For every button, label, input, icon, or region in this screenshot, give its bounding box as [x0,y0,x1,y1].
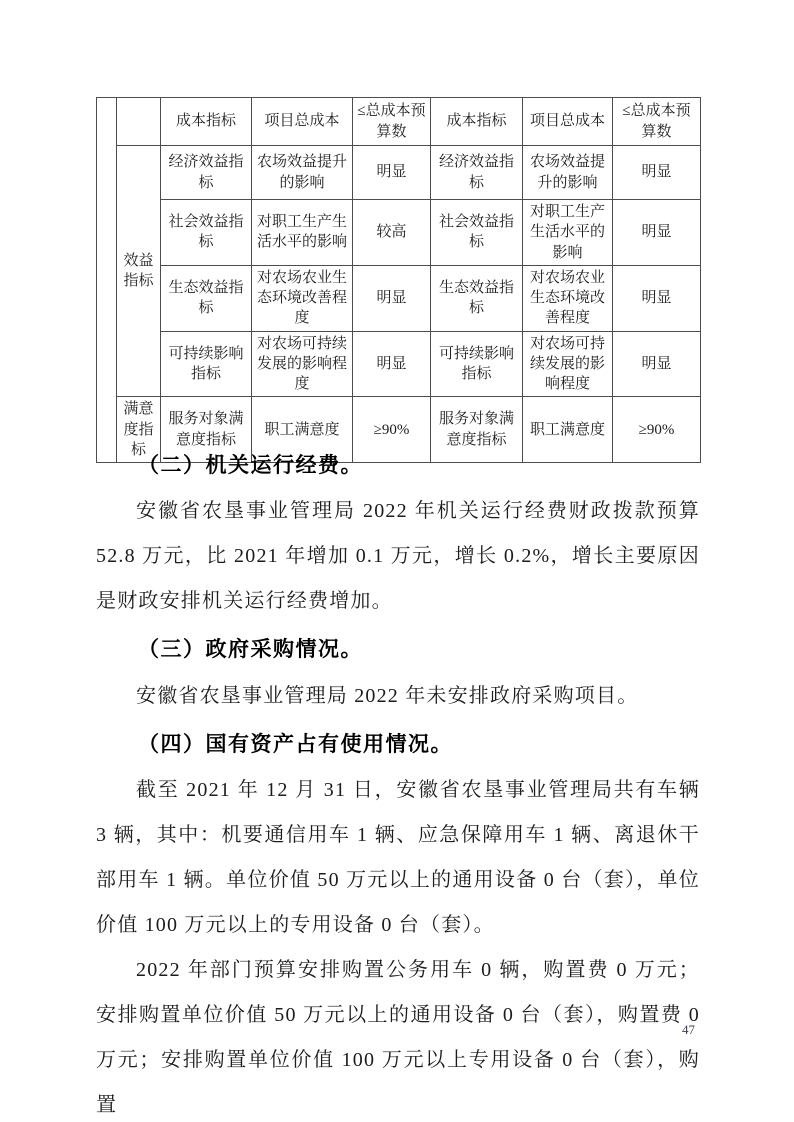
paragraph-operating-expenses: 安徽省农垦事业管理局 2022 年机关运行经费财政拨款预算 52.8 万元，比 2021 年增加 0.1 万元，增长 0.2%，增长主要原因是财政安排机关运行经费增加。 [96,500,700,613]
table-cell: 社会效益指标 [161,200,252,266]
table-cell: 服务对象满意度指标 [431,397,523,463]
table-cell: 明显 [613,331,701,397]
table-header-cell: ≤总成本预算数 [613,98,701,146]
table-cell: 职工满意度 [523,397,613,463]
table-cell: 社会效益指标 [431,200,523,266]
table-cell: 农场效益提升的影响 [252,146,353,200]
page-number: 47 [682,1022,695,1037]
table-cell: 生态效益指标 [431,265,523,331]
table-cell: 对农场农业生态环境改善程度 [523,265,613,331]
table-cell: 对职工生产生活水平的影响 [252,200,353,266]
group-cell-satisfaction-indicators: 满意度指标 [117,397,161,463]
table-row [97,98,701,146]
section-heading-agency-operating-expenses: （二）机关运行经费。 [138,454,363,477]
document-body [96,446,700,1122]
table-header-cell: 成本指标 [161,98,252,146]
table-cell: 可持续影响指标 [431,331,523,397]
table-cell: 职工满意度 [252,397,353,463]
table-header-cell: 项目总成本 [252,98,353,146]
table-cell: 可持续影响指标 [161,331,252,397]
table-header-cell: ≤总成本预算数 [353,98,431,146]
paragraph-government-procurement: 安徽省农垦事业管理局 2022 年未安排政府采购项目。 [136,684,639,707]
section-heading-state-owned-assets: （四）国有资产占有使用情况。 [138,732,453,756]
table-cell: 明显 [353,146,431,200]
table-cell: 服务对象满意度指标 [161,397,252,463]
table-cell: 明显 [353,331,431,397]
table-cell: 对农场可持续发展的影响程度 [523,331,613,397]
table-row [97,331,701,397]
table-cell: 明显 [613,146,701,200]
table-row [97,200,701,266]
table-cell: 较高 [353,200,431,266]
table-cell: 经济效益指标 [161,146,252,200]
table-header-cell: 项目总成本 [523,98,613,146]
group-cell-benefit-indicators: 效益指标 [117,146,161,397]
section-heading-government-procurement: （三）政府采购情况。 [138,638,363,662]
table-cell: ≥90% [613,397,701,463]
table-outer-group-cell [97,98,117,463]
table-cell: 对职工生产生活水平的影响 [523,200,613,266]
table-cell: 生态效益指标 [161,265,252,331]
table-row [97,265,701,331]
table-cell: 经济效益指标 [431,146,523,200]
table-cell: 明显 [613,200,701,266]
performance-indicators-table [96,97,701,463]
table-row [97,146,701,200]
table-cell: 明显 [613,265,701,331]
paragraph-budget-purchases: 2022 年部门预算安排购置公务用车 0 辆，购置费 0 万元；安排购置单位价值 50 万元以上的通用设备 0 台（套），购置费 0 万元；安排购置单位价值 100 万元以上专用设备 0 台（套），购置 [96,958,700,1116]
table-cell: 对农场可持续发展的影响程度 [252,331,353,397]
table-group-header-cell [117,98,161,146]
paragraph-vehicles-equipment: 截至 2021 年 12 月 31 日，安徽省农垦事业管理局共有车辆 3 辆，其中：机要通信用车 1 辆、应急保障用车 1 辆、离退休干部用车 1 辆。单位价值 50 万元以上的通用设备 0 台（套），单位价值 100 万元以上的专用设备 0 台（套）。 [96,778,700,936]
table-header-cell: 成本指标 [431,98,523,146]
table-cell: 对农场农业生态环境改善程度 [252,265,353,331]
table-cell: 明显 [353,265,431,331]
table-cell: 农场效益提升的影响 [523,146,613,200]
table-cell: ≥90% [353,397,431,463]
